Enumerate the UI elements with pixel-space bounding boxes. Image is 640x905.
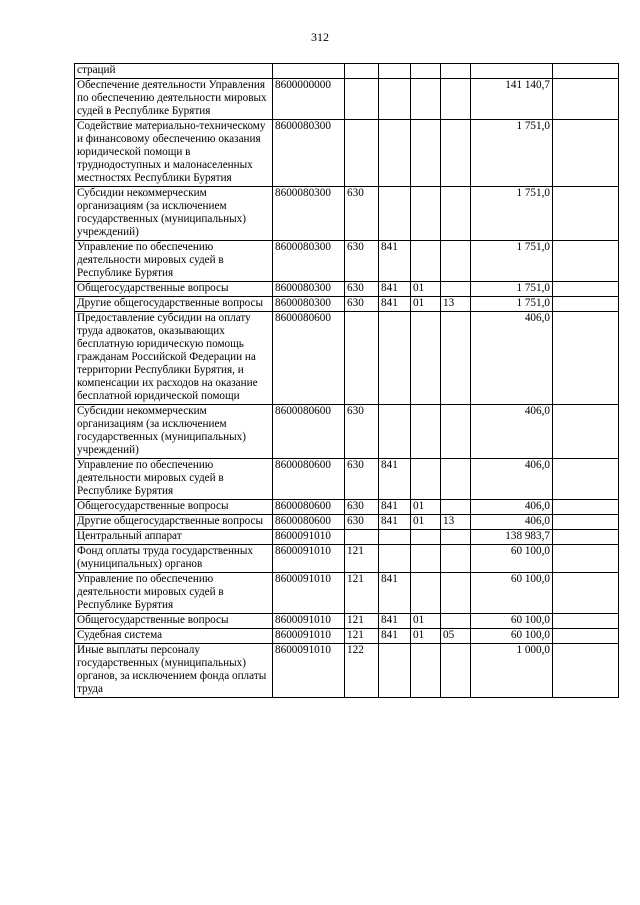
row-grbs-cell xyxy=(379,187,411,241)
row-extra-cell xyxy=(553,64,619,79)
row-rz-cell xyxy=(411,644,441,698)
row-rz-cell xyxy=(411,312,441,405)
row-extra-cell xyxy=(553,405,619,459)
row-pr-cell xyxy=(441,312,471,405)
row-vr-cell: 121 xyxy=(345,545,379,573)
row-rz-cell xyxy=(411,79,441,120)
row-rz-cell: 01 xyxy=(411,629,441,644)
row-extra-cell xyxy=(553,312,619,405)
row-name-cell: Обеспечение деятельности Управления по обеспечению деятельности мировых судей в Республике Бурятия xyxy=(75,79,273,120)
row-pr-cell: 05 xyxy=(441,629,471,644)
row-code-cell: 8600080600 xyxy=(273,459,345,500)
row-grbs-cell xyxy=(379,64,411,79)
row-rz-cell xyxy=(411,459,441,500)
table-row xyxy=(75,515,619,530)
table-row xyxy=(75,644,619,698)
row-name-cell: Управление по обеспечению деятельности мировых судей в Республике Бурятия xyxy=(75,573,273,614)
table-row xyxy=(75,459,619,500)
row-amount-cell: 138 983,7 xyxy=(471,530,553,545)
table-row xyxy=(75,500,619,515)
row-extra-cell xyxy=(553,530,619,545)
row-vr-cell xyxy=(345,79,379,120)
table-row xyxy=(75,282,619,297)
row-extra-cell xyxy=(553,187,619,241)
row-vr-cell xyxy=(345,530,379,545)
row-name-cell: Иные выплаты персоналу государственных (муниципальных) органов, за исключением фонда оплаты труда xyxy=(75,644,273,698)
row-extra-cell xyxy=(553,573,619,614)
row-vr-cell: 630 xyxy=(345,459,379,500)
row-extra-cell xyxy=(553,241,619,282)
row-rz-cell: 01 xyxy=(411,282,441,297)
row-code-cell: 8600080300 xyxy=(273,297,345,312)
row-extra-cell xyxy=(553,79,619,120)
row-name-cell: Судебная система xyxy=(75,629,273,644)
row-name-cell: Управление по обеспечению деятельности мировых судей в Республике Бурятия xyxy=(75,459,273,500)
table-row xyxy=(75,405,619,459)
row-name-cell: Предоставление субсидии на оплату труда адвокатов, оказывающих бесплатную юридическую помощь гражданам Российской Федерации на территории Республики Бурятия, и компенсации их расходов на оказание бесплатной юридической помощи xyxy=(75,312,273,405)
row-pr-cell xyxy=(441,530,471,545)
row-name-cell: Общегосударственные вопросы xyxy=(75,500,273,515)
row-amount-cell: 1 751,0 xyxy=(471,187,553,241)
row-vr-cell: 630 xyxy=(345,282,379,297)
row-name-cell: Другие общегосударственные вопросы xyxy=(75,515,273,530)
row-rz-cell xyxy=(411,241,441,282)
row-grbs-cell: 841 xyxy=(379,515,411,530)
table-row xyxy=(75,573,619,614)
row-rz-cell xyxy=(411,187,441,241)
row-code-cell: 8600091010 xyxy=(273,573,345,614)
row-vr-cell xyxy=(345,312,379,405)
row-grbs-cell xyxy=(379,312,411,405)
row-grbs-cell: 841 xyxy=(379,614,411,629)
row-amount-cell: 406,0 xyxy=(471,405,553,459)
row-grbs-cell xyxy=(379,644,411,698)
row-amount-cell: 406,0 xyxy=(471,500,553,515)
row-pr-cell xyxy=(441,500,471,515)
row-name-cell: Общегосударственные вопросы xyxy=(75,282,273,297)
row-pr-cell xyxy=(441,459,471,500)
row-grbs-cell xyxy=(379,79,411,120)
row-name-cell: Фонд оплаты труда государственных (муниципальных) органов xyxy=(75,545,273,573)
row-code-cell: 8600080300 xyxy=(273,282,345,297)
row-vr-cell: 630 xyxy=(345,405,379,459)
row-rz-cell xyxy=(411,530,441,545)
row-name-cell: Субсидии некоммерческим организациям (за исключением государственных (муниципальных) учреждений) xyxy=(75,405,273,459)
row-amount-cell: 1 000,0 xyxy=(471,644,553,698)
table-row xyxy=(75,312,619,405)
page-number: 312 xyxy=(311,30,329,44)
row-vr-cell: 121 xyxy=(345,614,379,629)
budget-table-body xyxy=(75,64,619,698)
row-amount-cell: 60 100,0 xyxy=(471,629,553,644)
row-grbs-cell xyxy=(379,405,411,459)
row-pr-cell xyxy=(441,187,471,241)
row-pr-cell xyxy=(441,241,471,282)
row-pr-cell: 13 xyxy=(441,297,471,312)
row-rz-cell xyxy=(411,573,441,614)
row-vr-cell: 121 xyxy=(345,573,379,614)
row-pr-cell xyxy=(441,120,471,187)
row-amount-cell: 60 100,0 xyxy=(471,545,553,573)
row-code-cell xyxy=(273,64,345,79)
row-pr-cell xyxy=(441,79,471,120)
row-extra-cell xyxy=(553,282,619,297)
row-grbs-cell: 841 xyxy=(379,629,411,644)
row-pr-cell xyxy=(441,405,471,459)
row-amount-cell: 1 751,0 xyxy=(471,241,553,282)
row-vr-cell: 630 xyxy=(345,500,379,515)
row-amount-cell: 60 100,0 xyxy=(471,573,553,614)
row-pr-cell xyxy=(441,644,471,698)
row-grbs-cell: 841 xyxy=(379,241,411,282)
row-amount-cell: 1 751,0 xyxy=(471,120,553,187)
row-name-cell: Общегосударственные вопросы xyxy=(75,614,273,629)
row-code-cell: 8600091010 xyxy=(273,629,345,644)
row-grbs-cell: 841 xyxy=(379,297,411,312)
row-grbs-cell: 841 xyxy=(379,500,411,515)
row-amount-cell: 141 140,7 xyxy=(471,79,553,120)
row-amount-cell: 1 751,0 xyxy=(471,297,553,312)
table-row xyxy=(75,64,619,79)
row-extra-cell xyxy=(553,614,619,629)
row-pr-cell xyxy=(441,545,471,573)
row-code-cell: 8600080600 xyxy=(273,500,345,515)
table-row xyxy=(75,629,619,644)
row-vr-cell xyxy=(345,120,379,187)
row-rz-cell: 01 xyxy=(411,297,441,312)
row-grbs-cell xyxy=(379,545,411,573)
row-rz-cell: 01 xyxy=(411,500,441,515)
row-code-cell: 8600080600 xyxy=(273,312,345,405)
row-code-cell: 8600091010 xyxy=(273,530,345,545)
row-name-cell: Другие общегосударственные вопросы xyxy=(75,297,273,312)
row-amount-cell: 406,0 xyxy=(471,459,553,500)
row-rz-cell xyxy=(411,545,441,573)
row-vr-cell xyxy=(345,64,379,79)
row-extra-cell xyxy=(553,297,619,312)
row-rz-cell xyxy=(411,405,441,459)
row-code-cell: 8600000000 xyxy=(273,79,345,120)
row-rz-cell: 01 xyxy=(411,614,441,629)
row-code-cell: 8600091010 xyxy=(273,545,345,573)
row-extra-cell xyxy=(553,459,619,500)
row-vr-cell: 122 xyxy=(345,644,379,698)
row-vr-cell: 630 xyxy=(345,187,379,241)
row-grbs-cell xyxy=(379,530,411,545)
row-code-cell: 8600080600 xyxy=(273,515,345,530)
row-name-cell: Управление по обеспечению деятельности мировых судей в Республике Бурятия xyxy=(75,241,273,282)
row-grbs-cell: 841 xyxy=(379,282,411,297)
row-code-cell: 8600091010 xyxy=(273,614,345,629)
row-rz-cell: 01 xyxy=(411,515,441,530)
row-grbs-cell: 841 xyxy=(379,459,411,500)
row-extra-cell xyxy=(553,515,619,530)
budget-table xyxy=(74,63,619,698)
table-row xyxy=(75,545,619,573)
row-vr-cell: 630 xyxy=(345,241,379,282)
row-vr-cell: 121 xyxy=(345,629,379,644)
row-pr-cell xyxy=(441,614,471,629)
table-row xyxy=(75,530,619,545)
row-code-cell: 8600080300 xyxy=(273,187,345,241)
row-extra-cell xyxy=(553,644,619,698)
row-vr-cell: 630 xyxy=(345,297,379,312)
table-row xyxy=(75,241,619,282)
row-pr-cell xyxy=(441,573,471,614)
row-amount-cell: 406,0 xyxy=(471,312,553,405)
row-extra-cell xyxy=(553,120,619,187)
row-code-cell: 8600080600 xyxy=(273,405,345,459)
row-amount-cell: 406,0 xyxy=(471,515,553,530)
row-extra-cell xyxy=(553,545,619,573)
table-row xyxy=(75,187,619,241)
row-rz-cell xyxy=(411,64,441,79)
row-extra-cell xyxy=(553,629,619,644)
row-name-cell: Центральный аппарат xyxy=(75,530,273,545)
table-row xyxy=(75,297,619,312)
row-grbs-cell: 841 xyxy=(379,573,411,614)
row-code-cell: 8600080300 xyxy=(273,241,345,282)
table-row xyxy=(75,614,619,629)
table-row xyxy=(75,79,619,120)
row-rz-cell xyxy=(411,120,441,187)
row-pr-cell: 13 xyxy=(441,515,471,530)
table-row xyxy=(75,120,619,187)
row-pr-cell xyxy=(441,64,471,79)
row-amount-cell xyxy=(471,64,553,79)
row-name-cell: страций xyxy=(75,64,273,79)
row-amount-cell: 60 100,0 xyxy=(471,614,553,629)
row-name-cell: Субсидии некоммерческим организациям (за исключением государственных (муниципальных) учреждений) xyxy=(75,187,273,241)
row-grbs-cell xyxy=(379,120,411,187)
row-vr-cell: 630 xyxy=(345,515,379,530)
row-code-cell: 8600080300 xyxy=(273,120,345,187)
row-pr-cell xyxy=(441,282,471,297)
row-extra-cell xyxy=(553,500,619,515)
row-code-cell: 8600091010 xyxy=(273,644,345,698)
row-name-cell: Содействие материально-техническому и финансовому обеспечению оказания юридической помощи в труднодоступных и малонаселенных местностях Республики Бурятия xyxy=(75,120,273,187)
row-amount-cell: 1 751,0 xyxy=(471,282,553,297)
